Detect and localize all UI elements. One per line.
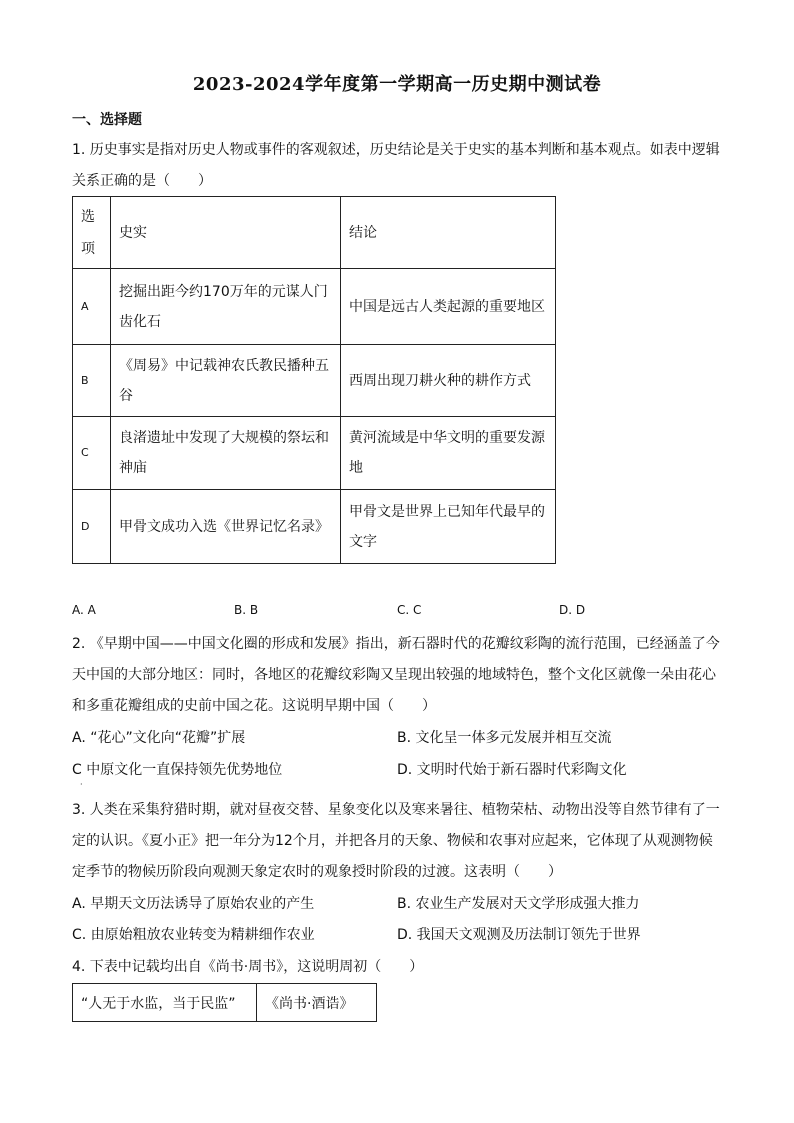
table-row — [73, 345, 556, 417]
q2-option-c[interactable]: C 中原文化一直保持领先优势地位 — [72, 762, 283, 778]
row-option: C — [73, 417, 111, 490]
row-fact: 挖掘出距今约170万年的元谋人门齿化石 — [111, 269, 341, 345]
q1-option-b[interactable]: B. B — [234, 603, 259, 617]
row-fact: 《周易》中记载神农氏教民播种五谷 — [111, 345, 341, 417]
q3-option-d[interactable]: D. 我国天文观测及历法制订领先于世界 — [397, 927, 641, 943]
header-conclusion: 结论 — [341, 197, 556, 269]
q1-option-c[interactable]: C. C — [397, 603, 422, 617]
row-option: A — [73, 269, 111, 345]
header-option — [73, 197, 111, 269]
table-header-row — [73, 197, 556, 269]
row-fact: 良渚遗址中发现了大规模的祭坛和神庙 — [111, 417, 341, 490]
q1-option-a[interactable]: A. A — [72, 603, 96, 617]
q1-option-d[interactable]: D. D — [559, 603, 586, 617]
header-option-text: 选项 — [81, 208, 95, 257]
row-conclusion: 甲骨文是世界上已知年代最早的文字 — [341, 490, 556, 564]
q1-stem-line-2: 关系正确的是（ ） — [72, 173, 212, 189]
q2-option-d[interactable]: D. 文明时代始于新石器时代彩陶文化 — [397, 762, 627, 778]
header-fact: 史实 — [111, 197, 341, 269]
q3-option-c[interactable]: C. 由原始粗放农业转变为精耕细作农业 — [72, 927, 315, 943]
q3-option-a[interactable]: A. 早期天文历法诱导了原始农业的产生 — [72, 896, 315, 912]
row-conclusion: 西周出现刀耕火种的耕作方式 — [341, 345, 556, 417]
section-heading: 一、选择题 — [72, 112, 142, 128]
row-conclusion: 中国是远古人类起源的重要地区 — [341, 269, 556, 345]
row-conclusion: 黄河流域是中华文明的重要发源地 — [341, 417, 556, 490]
q4-quote-cell: “人无于水监，当于民监” — [73, 984, 257, 1022]
q4-source-cell: 《尚书·酒诰》 — [257, 984, 377, 1022]
q2-stem-line-2: 天中国的大部分地区：同时，各地区的花瓣纹彩陶又呈现出较强的地域特色，整个文化区就像一朵由花心 — [72, 667, 716, 683]
q4-stem: 4. 下表中记载均出自《尚书·周书》，这说明周初（ ） — [72, 959, 424, 975]
q2-option-a[interactable]: A. “花心”文化向“花瓣”扩展 — [72, 730, 246, 746]
q2-option-b[interactable]: B. 文化呈一体多元发展并相互交流 — [397, 730, 612, 746]
stray-mark: · — [80, 780, 83, 789]
q1-table — [72, 196, 556, 564]
q3-stem-line-3: 定季节的物候历阶段向观测天象定农时的观象授时阶段的过渡。这表明（ ） — [72, 864, 562, 880]
table-row — [73, 984, 377, 1022]
row-option: B — [73, 345, 111, 417]
q2-stem-line-1: 2. 《早期中国——中国文化圈的形成和发展》指出，新石器时代的花瓣纹彩陶的流行范围，已经涵盖了今 — [72, 636, 720, 652]
table-row — [73, 269, 556, 345]
page-title: 2023-2024学年度第一学期高一历史期中测试卷 — [192, 74, 602, 95]
row-fact: 甲骨文成功入选《世界记忆名录》 — [111, 490, 341, 564]
q1-stem-line-1: 1. 历史事实是指对历史人物或事件的客观叙述，历史结论是关于史实的基本判断和基本观点。如表中逻辑 — [72, 142, 720, 158]
table-row — [73, 490, 556, 564]
q2-stem-line-3: 和多重花瓣组成的史前中国之花。这说明早期中国（ ） — [72, 698, 436, 714]
q3-option-b[interactable]: B. 农业生产发展对天文学形成强大推力 — [397, 896, 640, 912]
q4-table — [72, 983, 377, 1022]
q3-stem-line-1: 3. 人类在采集狩猎时期，就对昼夜交替、星象变化以及寒来暑往、植物荣枯、动物出没等自然节律有了一 — [72, 802, 720, 818]
table-row — [73, 417, 556, 490]
row-option: D — [73, 490, 111, 564]
q3-stem-line-2: 定的认识。《夏小正》把一年分为12个月，并把各月的天象、物候和农事对应起来，它体现了从观测物候 — [72, 833, 713, 849]
